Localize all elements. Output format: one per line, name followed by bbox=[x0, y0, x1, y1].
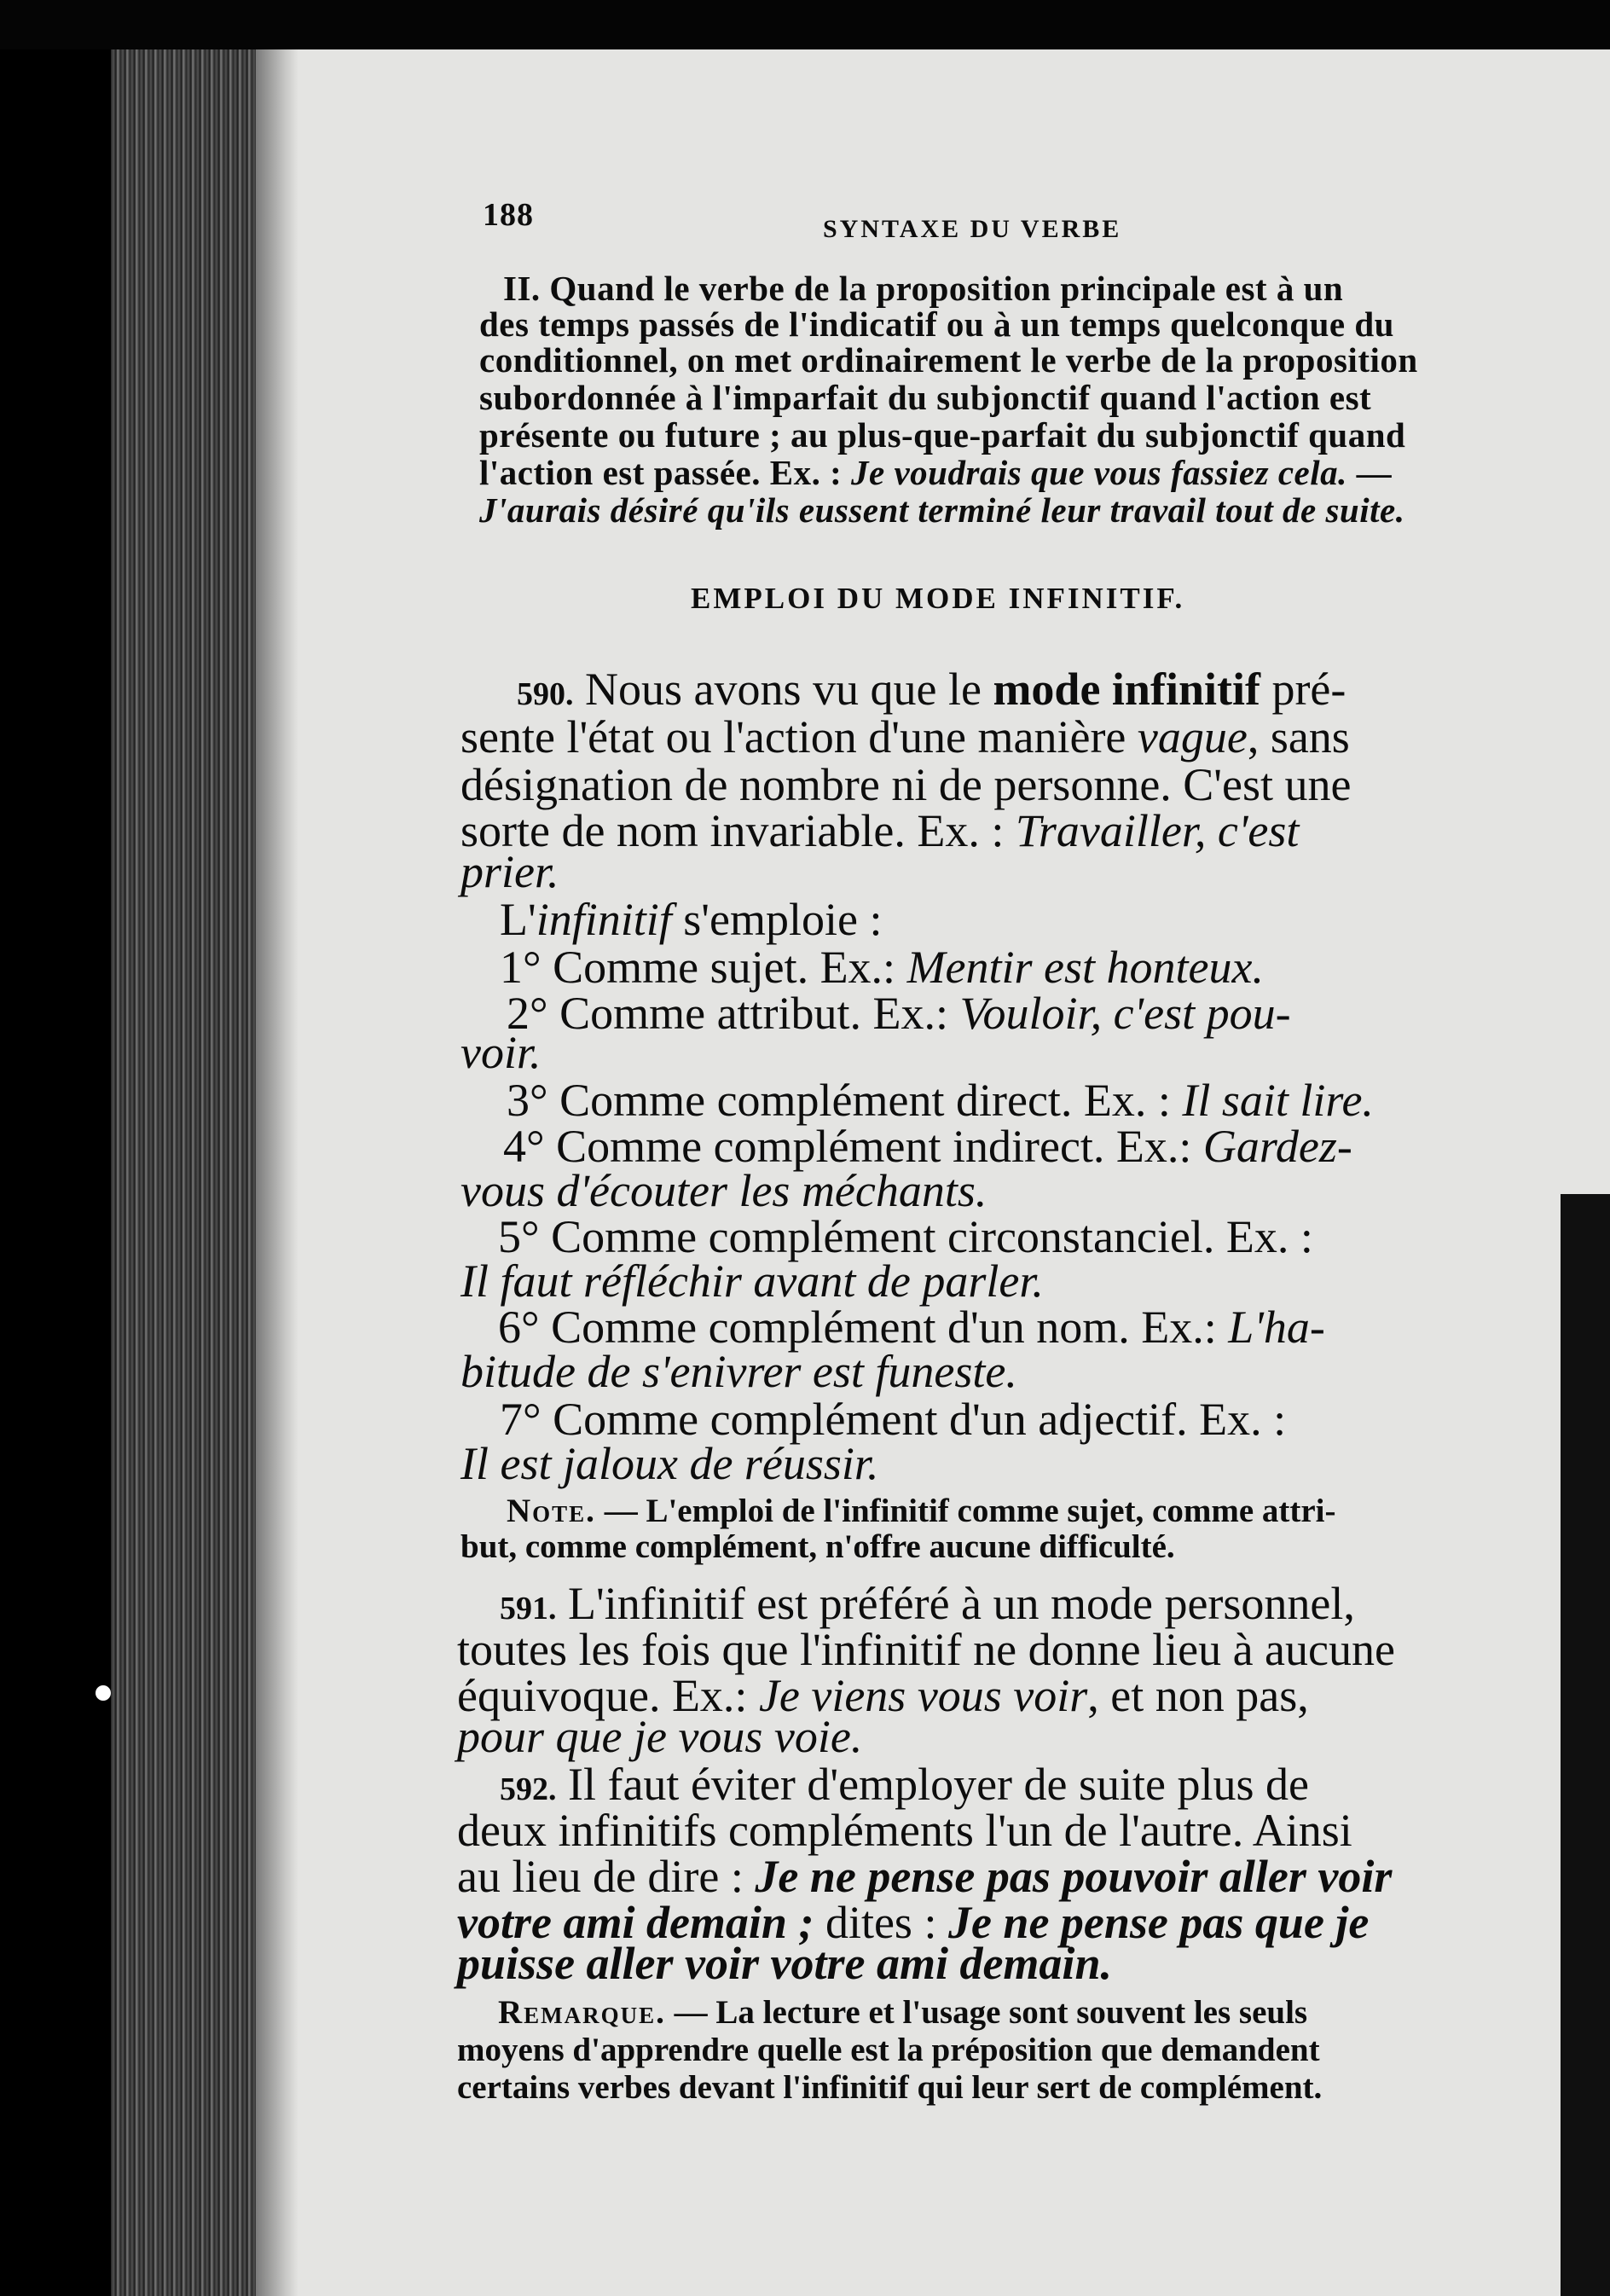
para-592-line-3: au lieu de dire : Je ne pense pas pouvoir aller voir bbox=[457, 1851, 1393, 1902]
block-II-line-4: subordonnée à l'imparfait du subjonctif quand l'action est bbox=[479, 378, 1372, 417]
remarque-line-2: moyens d'apprendre quelle est la préposition que demandent bbox=[457, 2032, 1320, 2068]
list-item-7-cont: Il est jaloux de réussir. bbox=[460, 1438, 879, 1489]
list-item-5: 5° Comme complément circonstanciel. Ex. : bbox=[498, 1211, 1313, 1262]
list-item-2: 2° Comme attribut. Ex.: Vouloir, c'est pou- bbox=[507, 988, 1291, 1039]
para-592-line-4: votre ami demain ; dites : Je ne pense pas que je bbox=[457, 1897, 1370, 1948]
note-line-2: but, comme complément, n'offre aucune difficulté. bbox=[460, 1528, 1175, 1565]
para-590-line-2: sente l'état ou l'action d'une manière vague, sans bbox=[460, 711, 1350, 762]
block-II-line-5: présente ou future ; au plus-que-parfait du subjonctif quand bbox=[479, 415, 1406, 455]
list-item-4: 4° Comme complément indirect. Ex.: Gardez- bbox=[503, 1121, 1352, 1172]
note-line-1: Note. — L'emploi de l'infinitif comme sujet, comme attri- bbox=[507, 1493, 1336, 1529]
para-591-line-1: 591. L'infinitif est préféré à un mode personnel, bbox=[500, 1578, 1355, 1629]
para-590-line-5: prier. bbox=[460, 846, 559, 897]
para-592-line-1: 592. Il faut éviter d'employer de suite plus de bbox=[500, 1759, 1309, 1810]
block-II-line-6: l'action est passée. Ex. : Je voudrais que vous fassiez cela. — bbox=[479, 453, 1393, 492]
page-number: 188 bbox=[483, 197, 534, 233]
para-590-line-4: sorte de nom invariable. Ex. : Travailler, c'est bbox=[460, 805, 1300, 856]
para-592-line-2: deux infinitifs compléments l'un de l'autre. Ainsi bbox=[457, 1805, 1352, 1856]
list-item-5-cont: Il faut réfléchir avant de parler. bbox=[460, 1255, 1044, 1307]
remarque-line-3: certains verbes devant l'infinitif qui leur sert de complément. bbox=[457, 2069, 1323, 2106]
list-item-1: 1° Comme sujet. Ex.: Mentir est honteux. bbox=[500, 942, 1264, 993]
remarque-line-1: Remarque. — La lecture et l'usage sont souvent les seuls bbox=[498, 1994, 1308, 2031]
para-591-line-4: pour que je vous voie. bbox=[457, 1711, 863, 1762]
block-II-line-3: conditionnel, on met ordinairement le verbe de la proposition bbox=[479, 340, 1418, 380]
list-item-6: 6° Comme complément d'un nom. Ex.: L'ha- bbox=[498, 1302, 1325, 1353]
block-II-line-2: des temps passés de l'indicatif ou à un temps quelconque du bbox=[479, 304, 1394, 344]
para-591-line-3: équivoque. Ex.: Je viens vous voir, et non pas, bbox=[457, 1670, 1309, 1721]
running-head: SYNTAXE DU VERBE bbox=[823, 215, 1122, 243]
para-592-line-5: puisse aller voir votre ami demain. bbox=[457, 1938, 1112, 1989]
para-591-line-2: toutes les fois que l'infinitif ne donne lieu à aucune bbox=[457, 1624, 1395, 1675]
block-II-line-1: II. Quand le verbe de la proposition principale est à un bbox=[503, 269, 1344, 308]
list-item-2-cont: voir. bbox=[460, 1027, 541, 1078]
list-item-4-cont: vous d'écouter les méchants. bbox=[460, 1165, 987, 1216]
para-590-line-3: désignation de nombre ni de personne. C'est une bbox=[460, 759, 1352, 810]
list-item-7: 7° Comme complément d'un adjectif. Ex. : bbox=[500, 1394, 1287, 1445]
para-590-line-1: 590. Nous avons vu que le mode infinitif pré- bbox=[517, 664, 1346, 715]
section-title: EMPLOI DU MODE INFINITIF. bbox=[691, 582, 1185, 615]
block-II-line-7: J'aurais désiré qu'ils eussent terminé leur travail tout de suite. bbox=[479, 490, 1405, 530]
list-item-6-cont: bitude de s'enivrer est funeste. bbox=[460, 1346, 1017, 1397]
para-590-line-6: L'infinitif s'emploie : bbox=[500, 894, 883, 945]
list-item-3: 3° Comme complément direct. Ex. : Il sait lire. bbox=[507, 1075, 1374, 1126]
